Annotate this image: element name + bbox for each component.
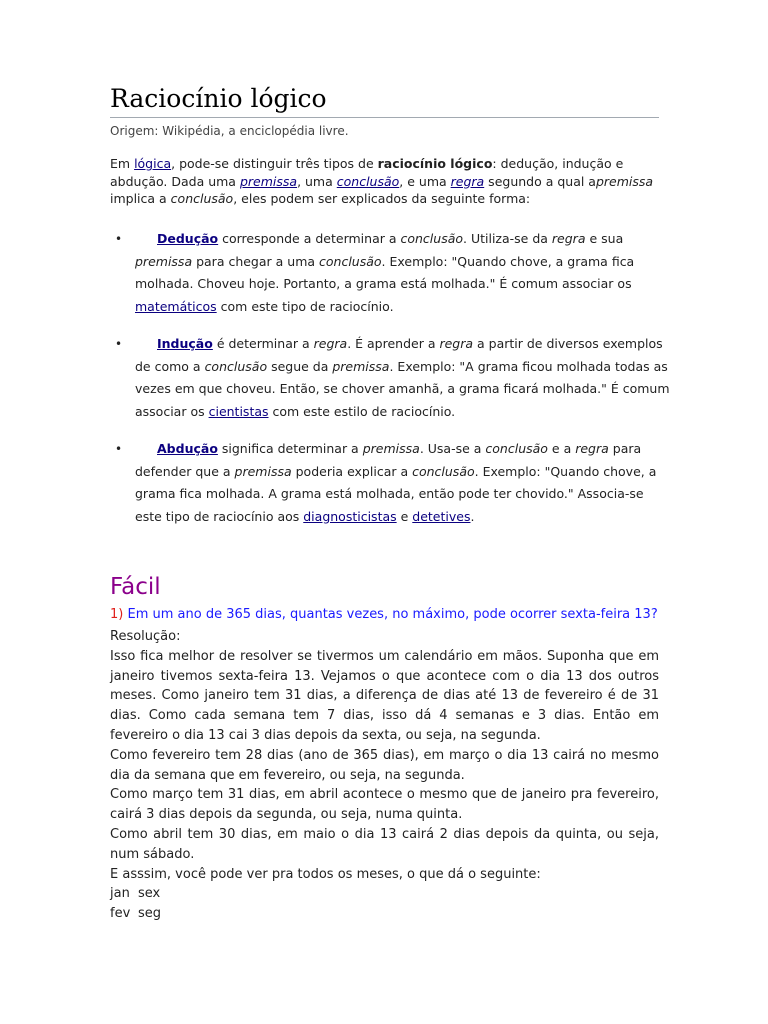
question-number: 1)	[110, 607, 124, 622]
paragraph: Isso fica melhor de resolver se tivermos um calendário em mãos. Suponha que em janeiro tivemos sexta-feira 13. Vejamos o que acontece com o dia 13 dos outros meses. Como janeiro tem 31 dias, a diferença de dias até 13 de fevereiro é de 31 dias. Como cada semana tem 7 dias, isso dá 4 semanas e 3 dias. Então em fevereiro o dia 13 cai 3 dias depois da sexta, ou seja, na segunda.	[110, 648, 659, 743]
paragraph: Como fevereiro tem 28 dias (ano de 365 dias), em março o dia 13 cairá no mesmo dia da semana que em fevereiro, ou seja, na segunda.	[110, 747, 659, 783]
section-title: Fácil	[110, 574, 161, 600]
resolution-body	[110, 627, 659, 924]
month-cell: fev	[110, 906, 131, 922]
resolution-label: Resolução:	[110, 629, 181, 644]
link-diagnosticistas[interactable]: diagnosticistas	[303, 508, 397, 524]
list-item-abducao: • Abdução significa determinar a premissa. Usa-se a conclusão e a regra para defender que a premissa poderia explicar a conclusão. Exemplo: "Quando chove, a grama fica molhada. A grama está molhada, então pode ter chovido." Associa-se este tipo de raciocínio aos diagnosticistas e detetives.	[110, 438, 670, 528]
link-logica[interactable]: lógica	[134, 156, 172, 171]
page-title: Raciocínio lógico	[110, 84, 659, 118]
weekday-cell: sex	[138, 886, 161, 902]
paragraph: Como março tem 31 dias, em abril acontece o mesmo que de janeiro pra fevereiro, cairá 3 dias depois da segunda, ou seja, numa quinta.	[110, 787, 659, 823]
list-item-inducao: • Indução é determinar a regra. É aprender a regra a partir de diversos exemplos de como a conclusão segue da premissa. Exemplo: "A grama ficou molhada todas as vezes em que choveu. Então, se chover amanhã, a grama ficará molhada." É comum associar os cientistas com este estilo de raciocínio.	[110, 333, 670, 423]
bullet-icon: •	[115, 442, 123, 456]
question-text: Em um ano de 365 dias, quantas vezes, no máximo, pode ocorrer sexta-feira 13?	[123, 607, 658, 622]
list-item-deducao: • Dedução corresponde a determinar a conclusão. Utiliza-se da regra e sua premissa para chegar a uma conclusão. Exemplo: "Quando chove, a grama fica molhada. Choveu hoje. Portanto, a grama está molhada." É comum associar os matemáticos com este tipo de raciocínio.	[110, 228, 670, 318]
reasoning-list	[110, 228, 670, 543]
bold-term: raciocínio lógico	[377, 156, 493, 171]
origin-note: Origem: Wikipédia, a enciclopédia livre.	[110, 124, 349, 138]
intro-paragraph: Em lógica, pode-se distinguir três tipos de raciocínio lógico: dedução, indução e abdução. Dada uma premissa, uma conclusão, e uma regra segundo a qual apremissa implica a conclusão, eles podem ser explicados da seguinte forma:	[110, 156, 654, 206]
month-row	[110, 904, 659, 924]
link-regra[interactable]: regra	[450, 173, 485, 189]
link-conclusao[interactable]: conclusão	[336, 173, 400, 189]
bullet-icon: •	[115, 337, 123, 351]
weekday-cell: seg	[138, 906, 162, 922]
question-1	[110, 607, 658, 622]
paragraph: Como abril tem 30 dias, em maio o dia 13 cairá 2 dias depois da quinta, ou seja, num sábado.	[110, 826, 659, 862]
link-inducao[interactable]: Indução	[157, 336, 213, 351]
link-abducao[interactable]: Abdução	[157, 441, 218, 456]
link-cientistas[interactable]: cientistas	[208, 403, 269, 419]
month-cell: jan	[110, 886, 130, 902]
link-deducao[interactable]: Dedução	[157, 231, 219, 246]
link-premissa[interactable]: premissa	[239, 173, 298, 189]
link-matematicos[interactable]: matemáticos	[135, 298, 217, 314]
bullet-icon: •	[115, 232, 123, 246]
link-detetives[interactable]: detetives	[412, 508, 471, 524]
paragraph: E asssim, você pode ver pra todos os meses, o que dá o seguinte:	[110, 866, 541, 882]
month-row	[110, 884, 659, 904]
